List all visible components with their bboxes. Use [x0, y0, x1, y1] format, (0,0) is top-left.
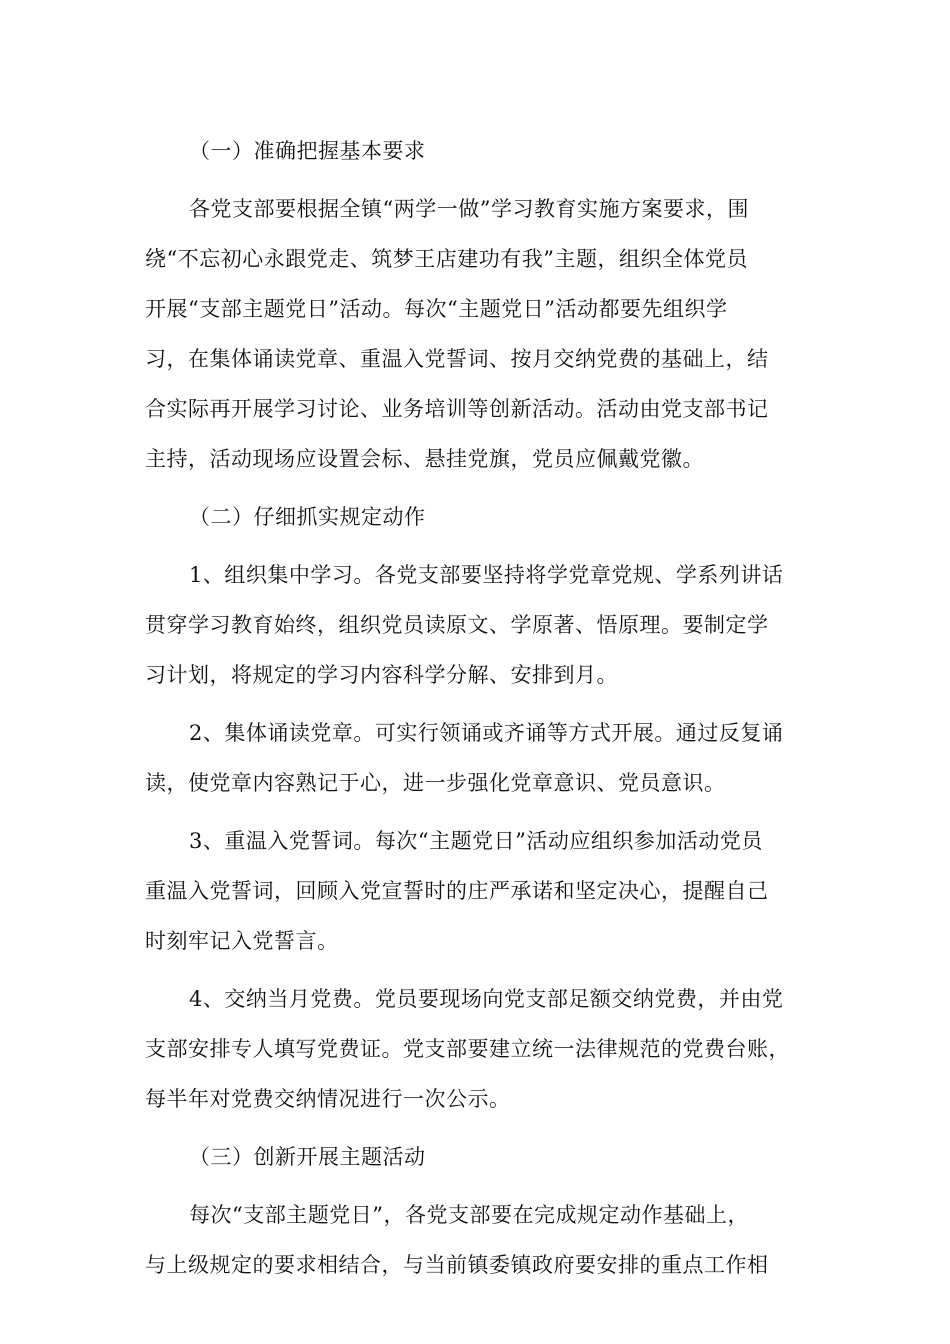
paragraph-line: 贯穿学习教育始终，组织党员读原文、学原著、悟原理。要制定学 [145, 613, 769, 637]
paragraph-study [145, 550, 810, 700]
paragraph-line: 各党支部要根据全镇“两学一做”学习教育实施方案要求，围 [189, 197, 749, 221]
paragraph-line: 主持，活动现场应设置会标、悬挂党旗，党员应佩戴党徽。 [145, 447, 704, 471]
paragraph-line: 绕“不忘初心永跟党走、筑梦王店建功有我”主题，组织全体党员 [145, 247, 748, 271]
section-heading-1: （一）准确把握基本要求 [189, 139, 426, 163]
paragraph-recite [145, 708, 810, 808]
paragraph-line: 每次“支部主题党日”，各党支部要在完成规定动作基础上， [189, 1203, 749, 1227]
paragraph-line: 1、组织集中学习。各党支部要坚持将学党章党规、学系列讲话 [189, 563, 784, 587]
paragraph-line: 时刻牢记入党誓言。 [145, 929, 339, 953]
paragraph-line: 合实际再开展学习讨论、业务培训等创新活动。活动由党支部书记 [145, 397, 769, 421]
section-heading-2: （二）仔细抓实规定动作 [189, 505, 426, 529]
paragraph-line: 习，在集体诵读党章、重温入党誓词、按月交纳党费的基础上，结 [145, 347, 769, 371]
paragraph-line: 开展“支部主题党日”活动。每次“主题党日”活动都要先组织学 [145, 297, 728, 321]
paragraph-innovation [145, 1190, 810, 1290]
paragraph-line: 重温入党誓词，回顾入党宣誓时的庄严承诺和坚定决心，提醒自己 [145, 879, 769, 903]
document-body [145, 126, 810, 1290]
paragraph-line: 3、重温入党誓词。每次“主题党日”活动应组织参加活动党员 [189, 829, 763, 853]
paragraph-oath [145, 816, 810, 966]
paragraph-line: 2、集体诵读党章。可实行领诵或齐诵等方式开展。通过反复诵 [189, 721, 784, 745]
paragraph-line: 读，使党章内容熟记于心，进一步强化党章意识、党员意识。 [145, 771, 726, 795]
paragraph-line: 与上级规定的要求相结合，与当前镇委镇政府要安排的重点工作相 [145, 1253, 769, 1277]
paragraph-line: 支部安排专人填写党费证。党支部要建立统一法律规范的党费台账， [145, 1037, 790, 1061]
paragraph-line: 每半年对党费交纳情况进行一次公示。 [145, 1087, 511, 1111]
paragraph-line: 习计划，将规定的学习内容科学分解、安排到月。 [145, 663, 618, 687]
paragraph-dues [145, 974, 810, 1124]
section-heading-3: （三）创新开展主题活动 [189, 1145, 426, 1169]
paragraph-basic-requirements [145, 184, 810, 484]
paragraph-line: 4、交纳当月党费。党员要现场向党支部足额交纳党费，并由党 [189, 987, 784, 1011]
